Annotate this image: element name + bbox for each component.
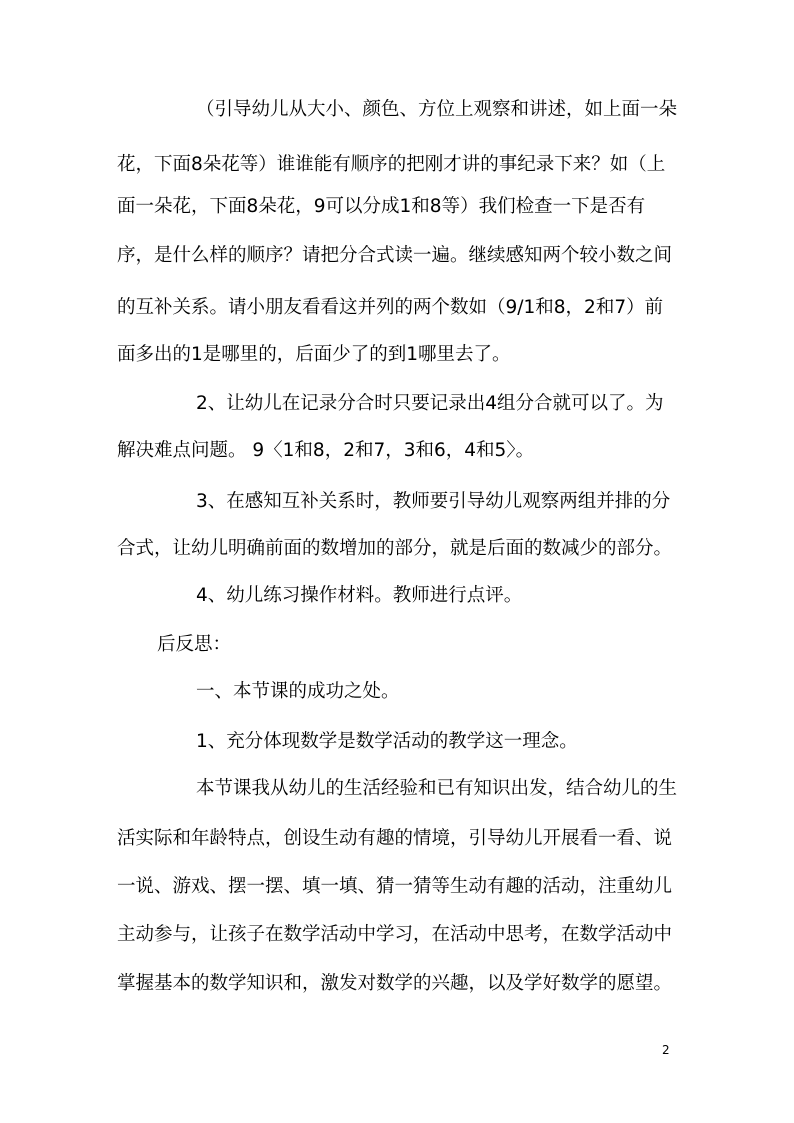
text-line: 1、充分体现数学是数学活动的教学这一理念。 (196, 731, 578, 752)
section-heading: 后反思： (157, 634, 232, 655)
text-line: 3、在感知互补关系时，教师要引导幼儿观察两组并排的分 (196, 491, 671, 512)
text-line: 解决难点问题。 9〈1和8，2和7，3和6，4和5〉。 (117, 440, 535, 461)
text-line: 面多出的1是哪里的，后面少了的到1哪里去了。 (117, 344, 511, 365)
text-line: 合式，让幼儿明确前面的数增加的部分，就是后面的数减少的部分。 (117, 538, 673, 559)
text-line: 一说、游戏、摆一摆、填一填、猜一猜等生动有趣的活动，注重幼儿 (117, 876, 673, 897)
text-line: 掌握基本的数学知识和，激发对数学的兴趣，以及学好数学的愿望。 (117, 973, 673, 994)
subheading: 一、本节课的成功之处。 (196, 681, 400, 702)
text-line: 的互补关系。请小朋友看看这并列的两个数如（9/1和8，2和7）前 (117, 297, 664, 318)
text-line: 2、让幼儿在记录分合时只要记录出4组分合就可以了。为 (196, 393, 664, 414)
text-line: （引导幼儿从大小、颜色、方位上观察和讲述，如上面一朵 (196, 99, 678, 120)
text-line: 本节课我从幼儿的生活经验和已有知识出发，结合幼儿的生 (196, 778, 678, 799)
text-line: 4、幼儿练习操作材料。教师进行点评。 (196, 585, 523, 606)
page-number: 2 (662, 1043, 670, 1057)
text-line: 活实际和年龄特点，创设生动有趣的情境，引导幼儿开展看一看、说 (117, 828, 673, 849)
text-line: 序，是什么样的顺序？请把分合式读一遍。继续感知两个较小数之间 (117, 245, 673, 266)
text-line: 主动参与，让孩子在数学活动中学习，在活动中思考，在数学活动中 (117, 924, 673, 945)
text-line: 面一朵花，下面8朵花，9可以分成1和8等）我们检查一下是否有 (117, 196, 646, 217)
text-line: 花，下面8朵花等）谁谁能有顺序的把刚才讲的事纪录下来？如（上 (117, 154, 666, 175)
